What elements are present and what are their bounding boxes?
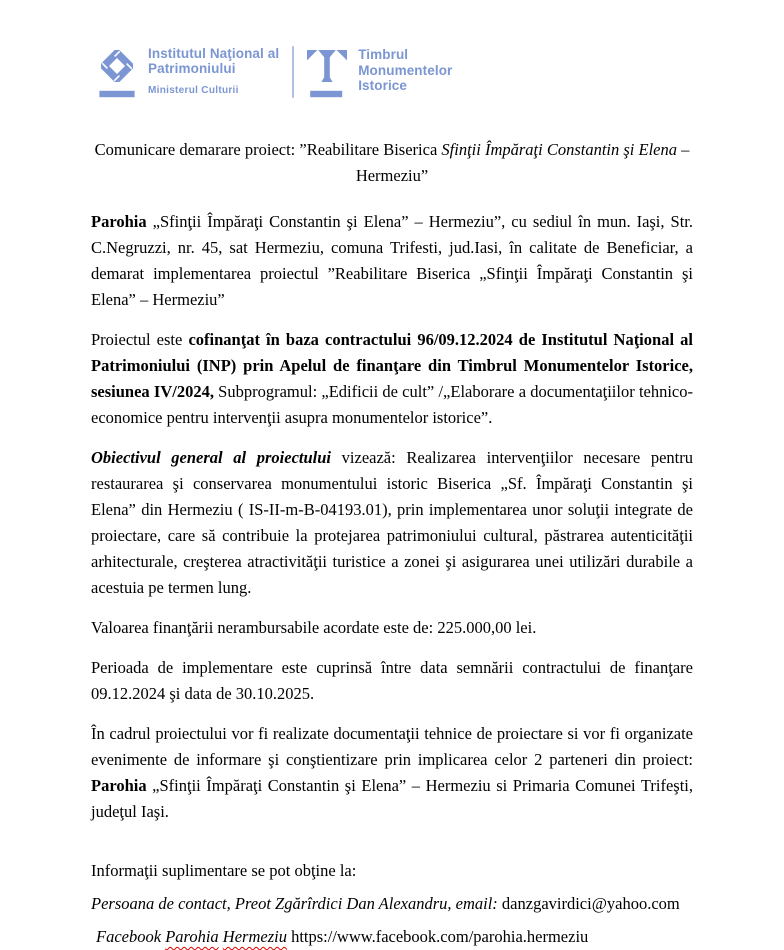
text-run: Facebook (96, 927, 166, 946)
paragraph-objective (91, 445, 693, 601)
tmi-logo (307, 46, 452, 99)
text-run: vizează: Realizarea intervenţiilor necesare pentru restaurarea şi conservarea monumentului istoric Biserica „Sf. Împăraţi Constantin şi Elena” din Hermeziu ( IS-II-m-B-04193.01), prin implementarea unor soluţii integrate de proiectare, care să contribuie la protejarea patrimoniului cultural, păstrarea autenticităţii arhitecturale, creşterea atractivităţii turistice a zonei şi asigurarea unei utilizări durabile a acestuia pe termen lung. (91, 448, 693, 597)
text-run: Perioada de implementare este cuprinsă între data semnării contractului de finanţare 09.12.2024 şi data de 30.10.2025. (91, 658, 693, 703)
text-run: Persoana de contact, Preot Zgărîrdici Dan Alexandru, email: (91, 894, 498, 913)
tmi-monogram-icon (307, 46, 347, 98)
text-run: Parohia (165, 927, 219, 946)
text-run: În cadrul proiectului vor fi realizate documentaţii tehnice de proiectare si vor fi organizate evenimente de informare şi conştientizare prin implicarea celor 2 parteneri din proiect: (91, 724, 693, 769)
page (0, 46, 784, 946)
text-run: – Hermeziu” (355, 140, 690, 185)
paragraph-funding (91, 327, 693, 431)
paragraph-info (91, 858, 693, 884)
text-run: Sfinţii Împăraţi Constantin şi Elena (441, 140, 677, 159)
text-run: Parohia (91, 212, 147, 231)
text-run: Hermeziu (222, 927, 287, 946)
tmi-logo-text (358, 47, 452, 99)
text-run: Obiectivul general al proiectului (91, 448, 332, 467)
text-run: danzgavirdici@yahoo.com (497, 894, 680, 913)
logo-divider (292, 46, 294, 98)
text-run: Valoarea finanţării nerambursabile acordate este de: 225.000,00 lei. (91, 618, 537, 637)
text-run: „Sfinţii Împăraţi Constantin şi Elena” – Hermeziu si Primaria Comunei Trifeşti, judeţul Iaşi. (91, 776, 693, 821)
tmi-line2: Monumentelor (358, 62, 453, 78)
document-title (91, 137, 693, 189)
inp-logo (97, 46, 279, 98)
tmi-line1: Timbrul (358, 47, 409, 62)
paragraph-facebook (91, 924, 693, 950)
text-run: https://www.facebook.com/parohia.hermeziu (286, 927, 589, 946)
inp-name-line2: Patrimoniului (148, 61, 236, 76)
inp-logo-text (148, 46, 279, 98)
inp-name-line1: Institutul Naţional al (148, 46, 280, 61)
text-run: Comunicare demarare proiect: ”Reabilitare Biserica (94, 140, 442, 159)
paragraph-partners (91, 721, 693, 825)
inp-subtitle: Ministerul Culturii (148, 85, 239, 96)
tmi-line3: Istorice (358, 78, 408, 93)
document-body (91, 137, 693, 950)
text-run: „Sfinţii Împăraţi Constantin şi Elena” – Hermeziu”, cu sediul în mun. Iaşi, Str. C.Negruzzi, nr. 45, sat Hermeziu, comuna Trifesti, jud.Iasi, în calitate de Beneficiar, a demarat implementarea proiectul ”Reabilitare Biserica „Sfinţii Împăraţi Constantin şi Elena” – Hermeziu” (91, 212, 693, 309)
header (97, 46, 784, 99)
text-run: Informaţii suplimentare se pot obţine la: (91, 861, 357, 880)
inp-diamond-icon (97, 46, 137, 98)
inp-name (148, 46, 279, 76)
paragraph-contact (91, 891, 693, 917)
text-run: Subprogramul: „Edificii de cult” /„Elaborare a documentaţiilor tehnico-economice pentru intervenţii asupra monumentelor istorice”. (91, 382, 693, 427)
text-run: cofinanţat în baza contractului 96/09.12.2024 de Institutul Naţional al Patrimoniului (INP) prin Apelul de finanţare din Timbrul Monumentelor Istorice, sesiunea IV/2024, (91, 330, 693, 401)
paragraph-intro (91, 209, 693, 313)
text-run: Parohia (91, 776, 147, 795)
text-run: Proiectul este (91, 330, 189, 349)
paragraph-period (91, 655, 693, 707)
paragraph-value (91, 615, 693, 641)
